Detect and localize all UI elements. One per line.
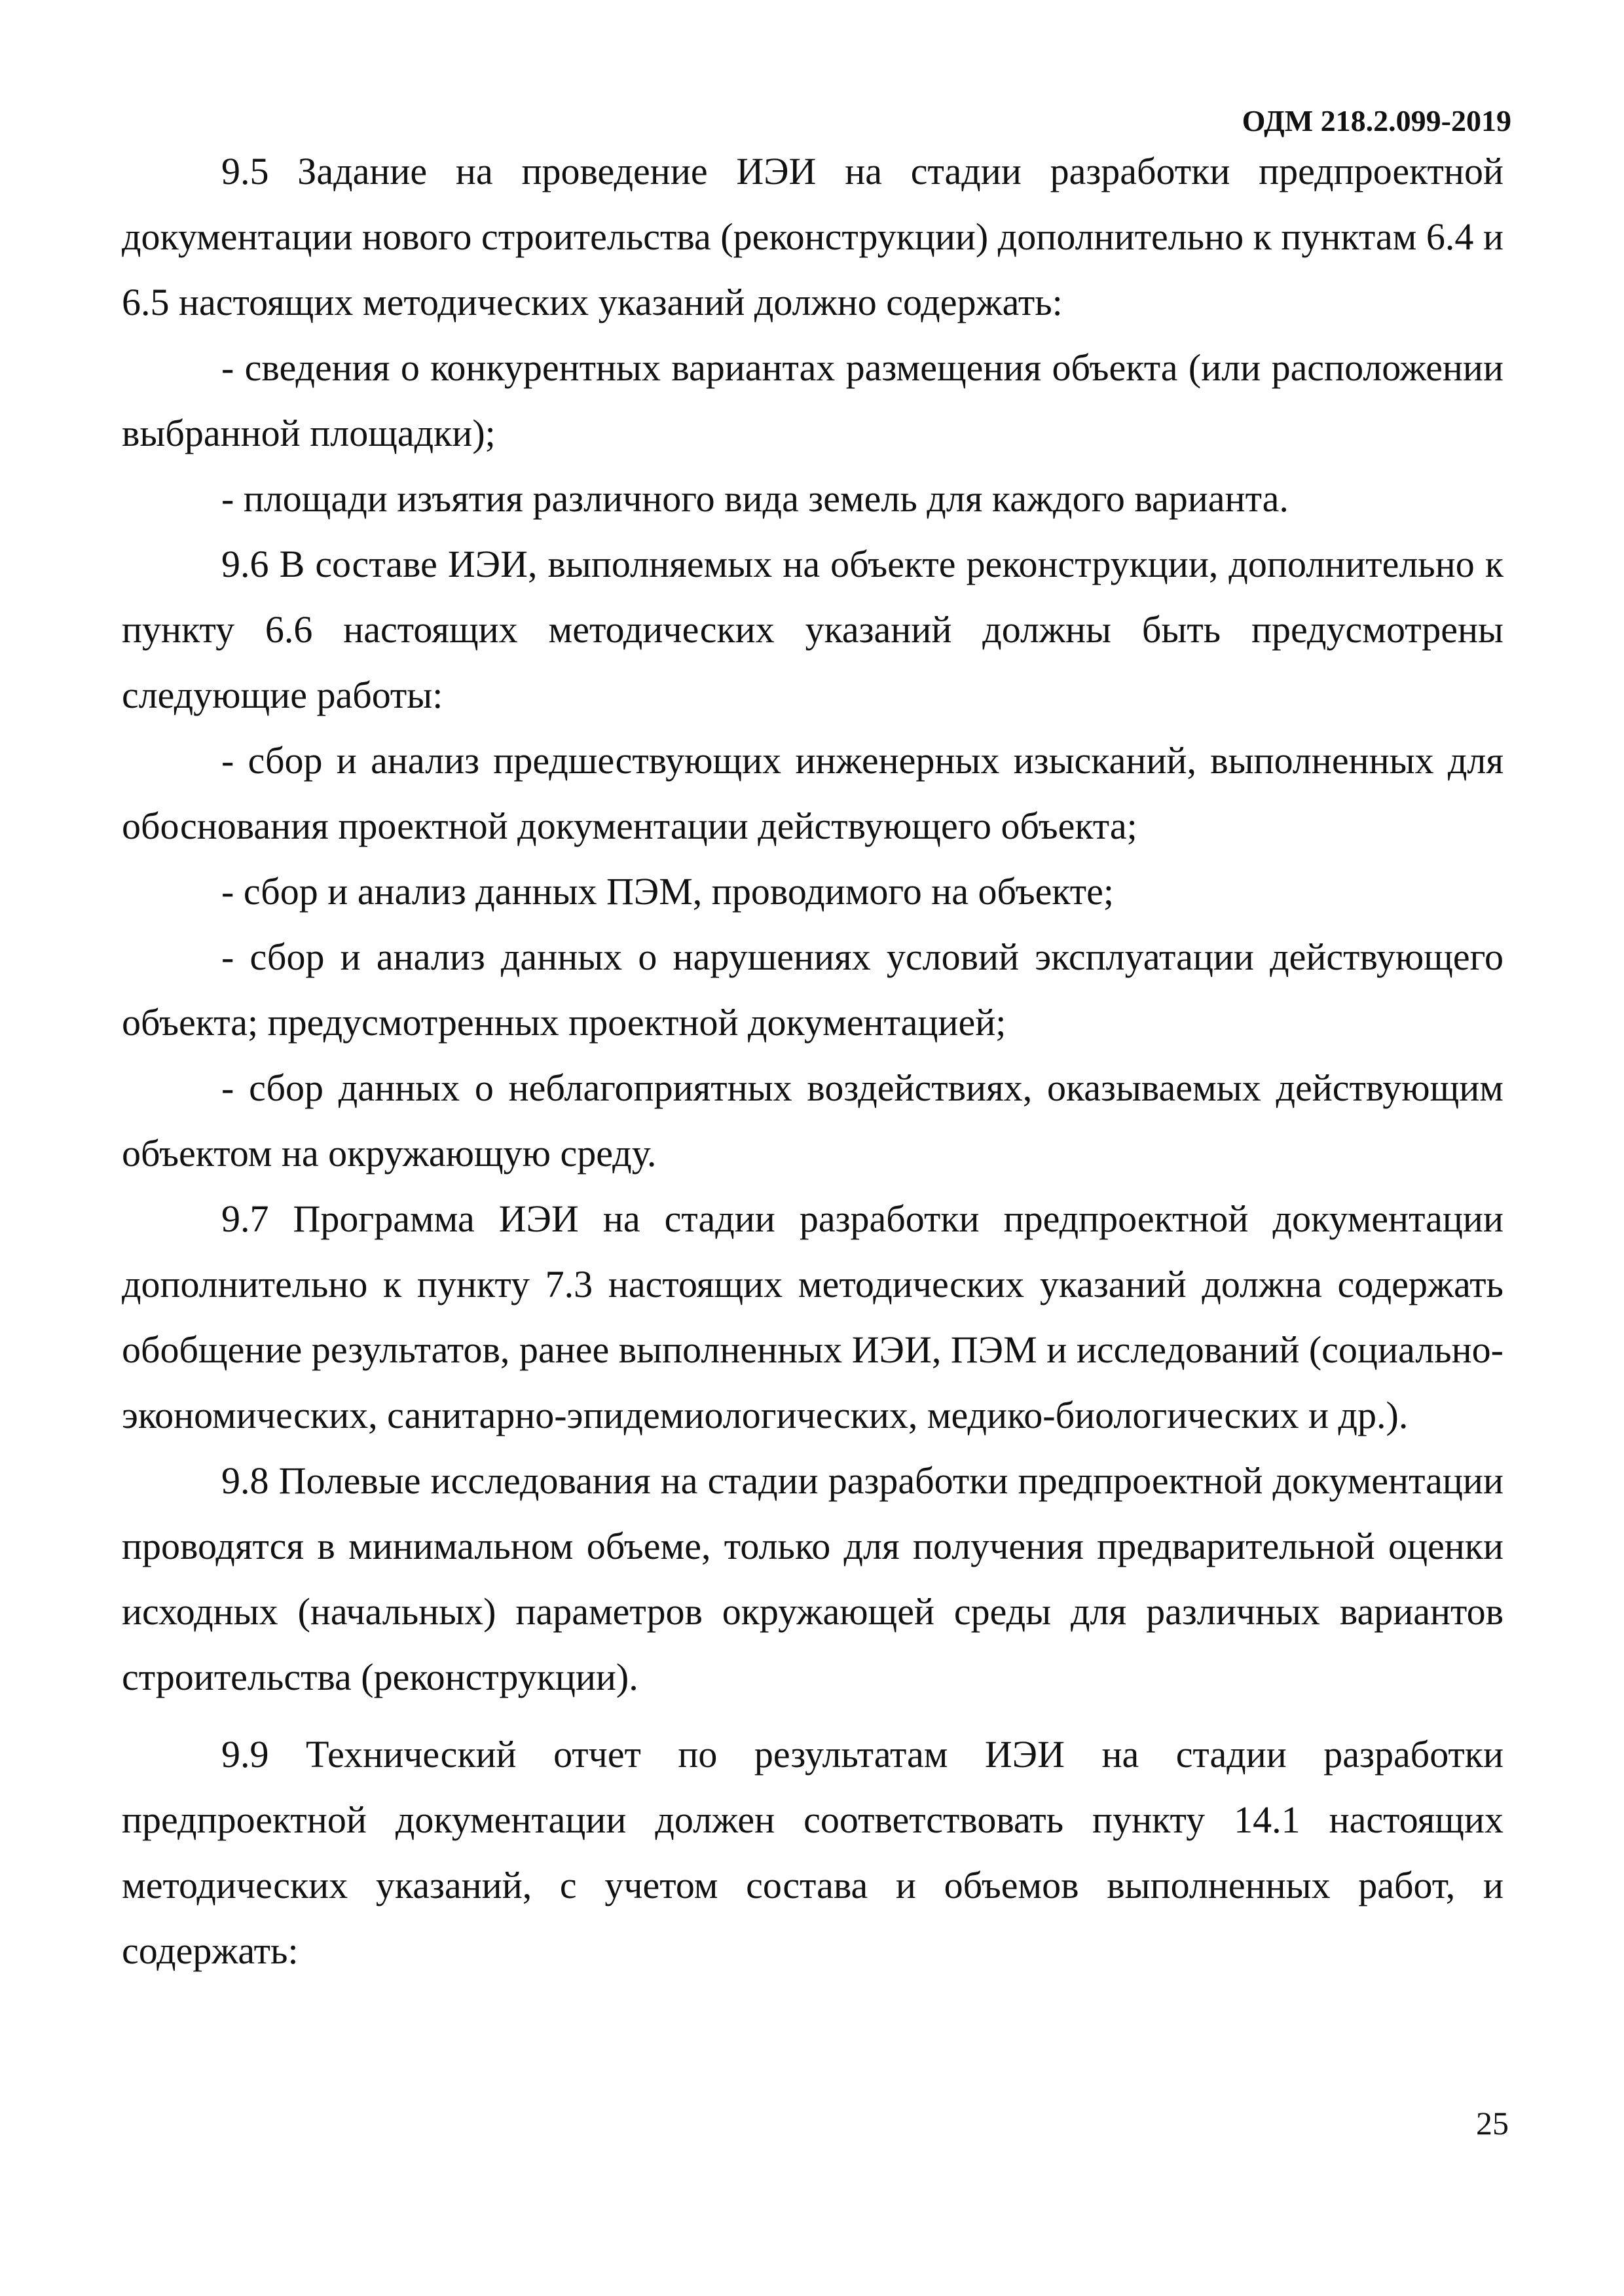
list-item-violations-data: - сбор и анализ данных о нарушениях условий эксплуатации действующего объекта; предусмотренных проектной документацией;	[122, 936, 1504, 1044]
document-code: ОДМ 218.2.099-2019	[1242, 104, 1511, 137]
paragraph-9-5: 9.5 Задание на проведение ИЭИ на стадии разработки предпроектной документации нового строительства (реконструкции) дополнительно к пунктам 6.4 и 6.5 настоящих методических указаний должно содержать:	[122, 150, 1504, 323]
list-item-pem-data: - сбор и анализ данных ПЭМ, проводимого на объекте;	[221, 870, 1114, 913]
paragraph-9-6: 9.6 В составе ИЭИ, выполняемых на объекте реконструкции, дополнительно к пункту 6.6 настоящих методических указаний должны быть предусмотрены следующие работы:	[122, 543, 1504, 716]
paragraph-9-9: 9.9 Технический отчет по результатам ИЭИ на стадии разработки предпроектной документации должен соответствовать пункту 14.1 настоящих методических указаний, с учетом состава и объемов выполненных работ, и содержать:	[122, 1733, 1504, 1972]
list-item-land-withdrawal: - площади изъятия различного вида земель для каждого варианта.	[221, 477, 1289, 520]
paragraph-9-7: 9.7 Программа ИЭИ на стадии разработки предпроектной документации дополнительно к пункту 7.3 настоящих методических указаний должна содержать обобщение результатов, ранее выполненных ИЭИ, ПЭМ и исследований (социально-экономических, санитарно-эпидемиологических, медико-биологических и др.).	[122, 1197, 1504, 1436]
paragraph-9-8: 9.8 Полевые исследования на стадии разработки предпроектной документации проводятся в минимальном объеме, только для получения предварительной оценки исходных (начальных) параметров окружающей среды для различных вариантов строительства (реконструкции).	[122, 1459, 1504, 1698]
list-item-previous-surveys: - сбор и анализ предшествующих инженерных изысканий, выполненных для обоснования проектной документации действующего объекта;	[122, 739, 1504, 847]
document-body	[122, 139, 1504, 1984]
page-number: 25	[1476, 2105, 1509, 2141]
list-item-competing-variants: - сведения о конкурентных вариантах размещения объекта (или расположении выбранной площадки);	[122, 346, 1504, 454]
list-item-adverse-impacts: - сбор данных о неблагоприятных воздействиях, оказываемых действующим объектом на окружающую среду.	[122, 1066, 1504, 1175]
